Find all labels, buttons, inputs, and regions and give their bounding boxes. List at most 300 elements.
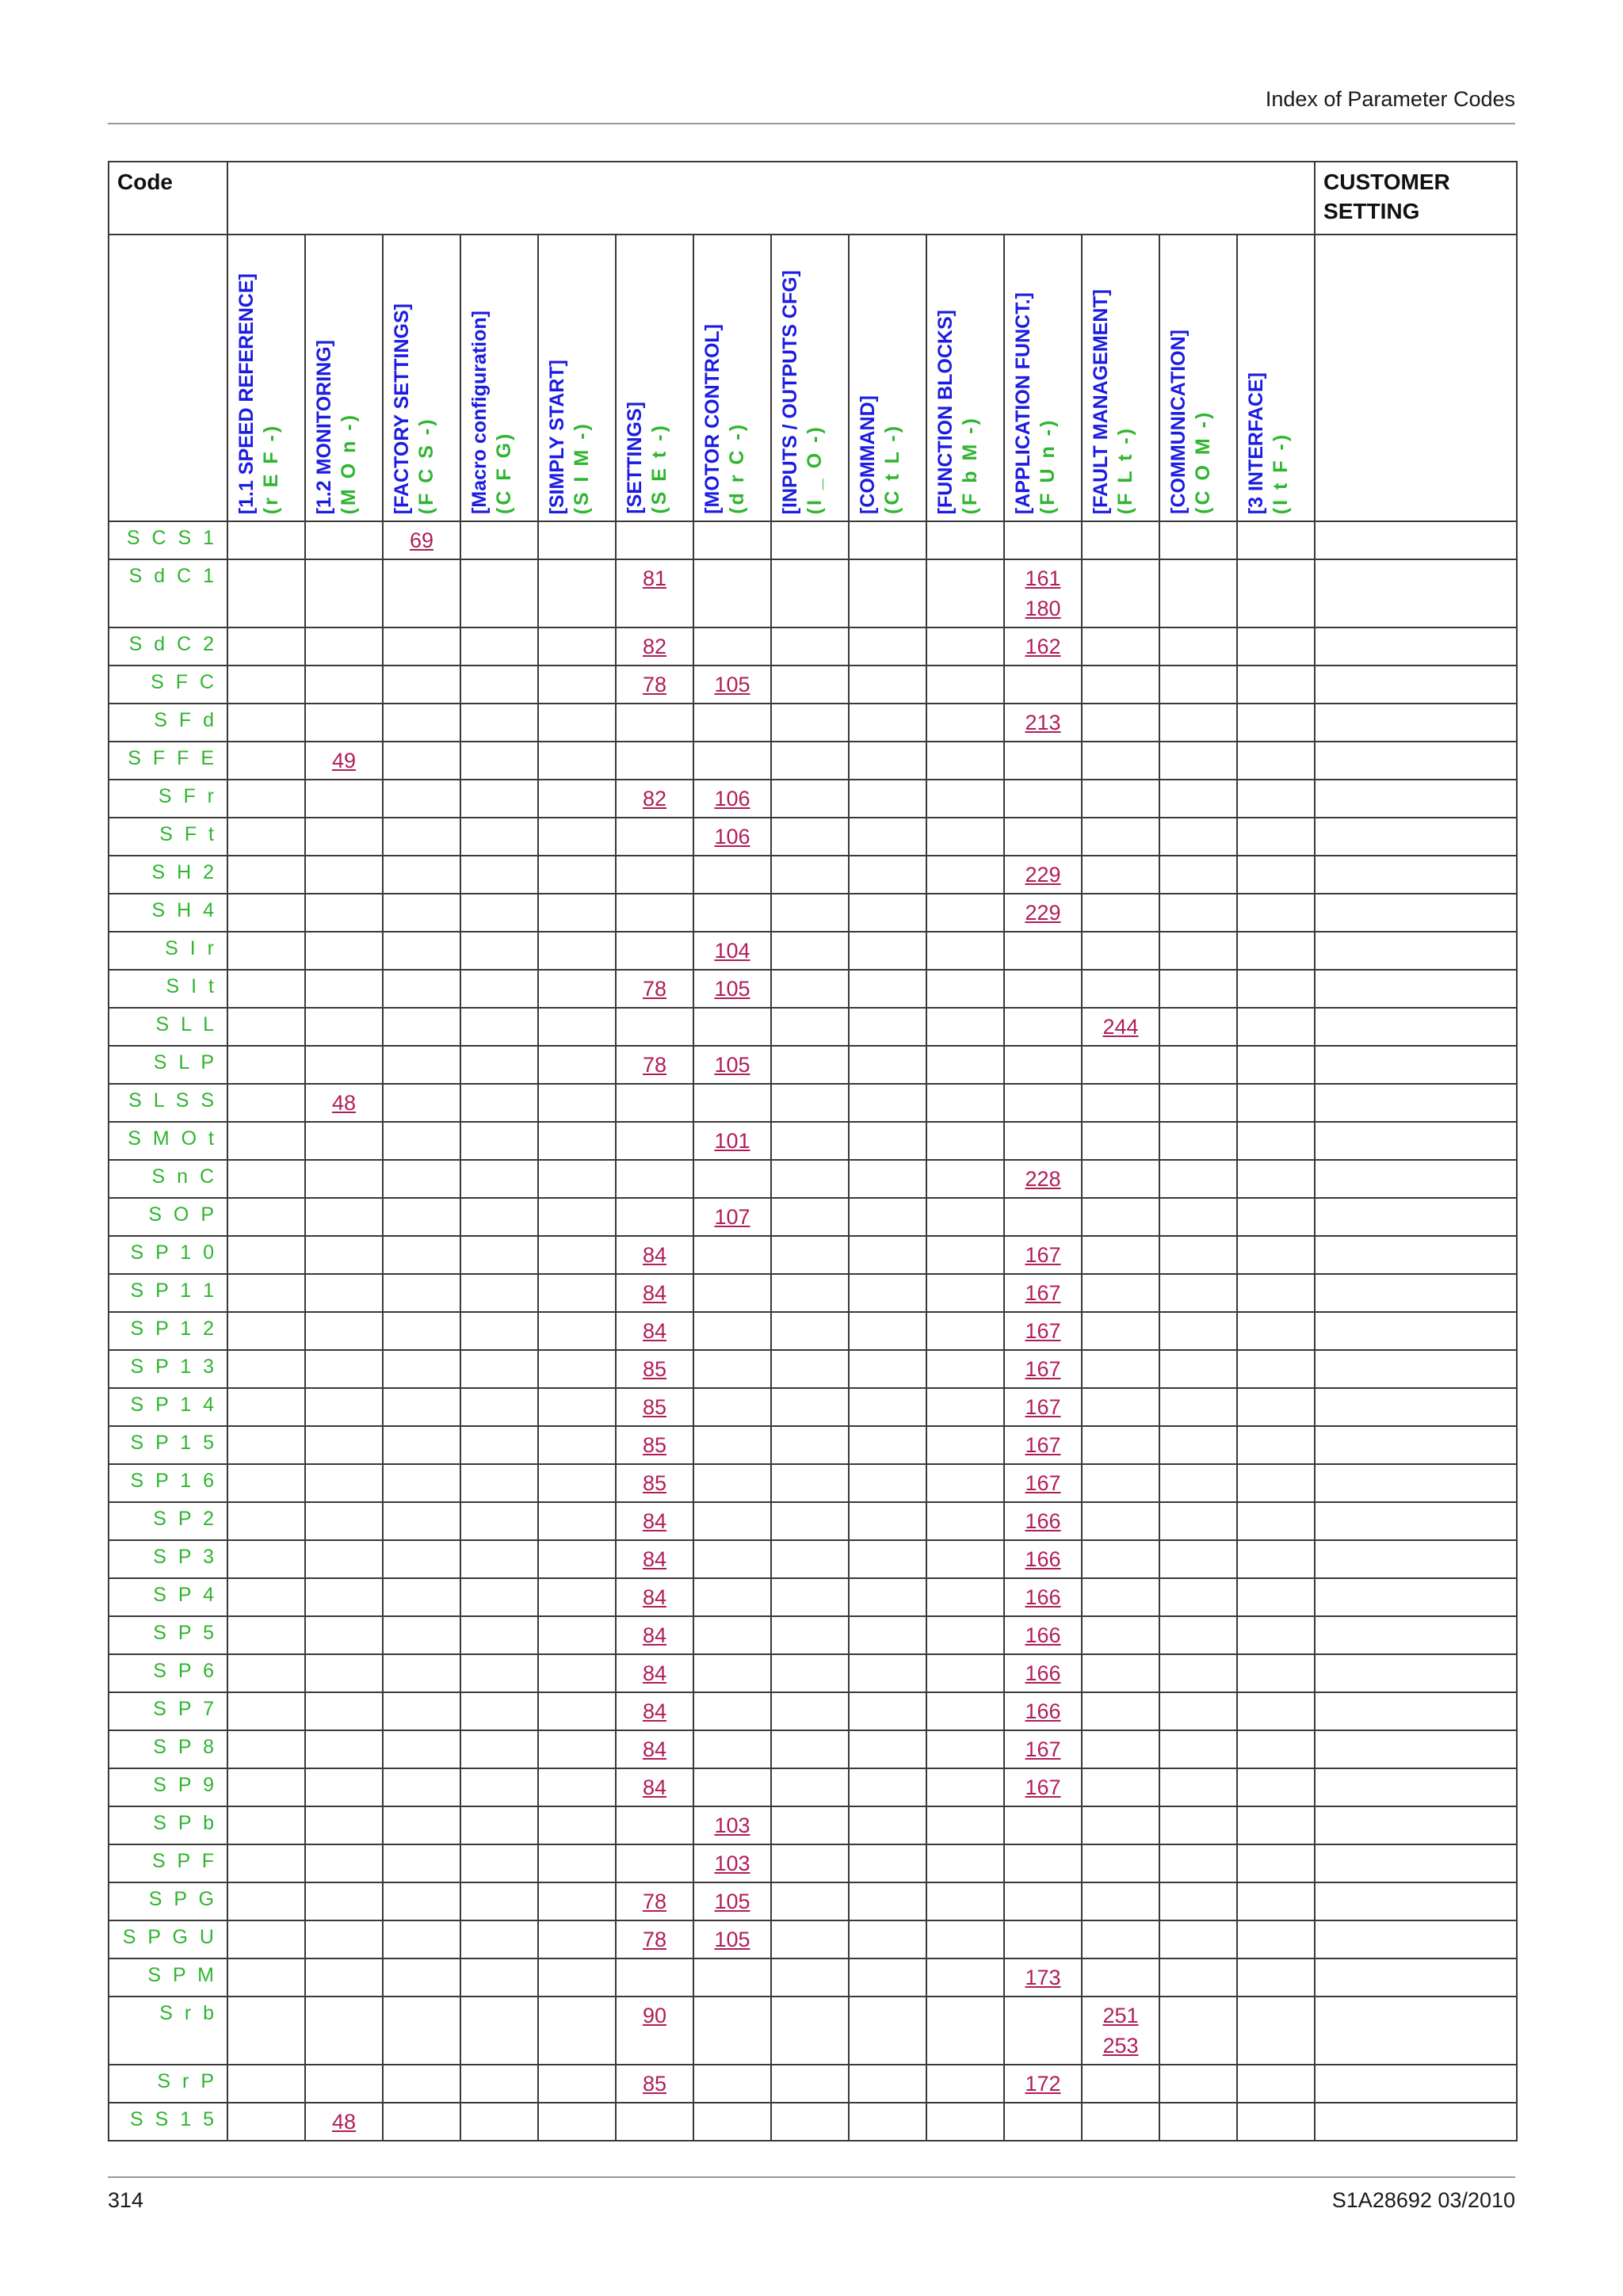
menu-column-header (926, 235, 1004, 521)
page-reference-link[interactable]: 84 (642, 1661, 667, 1685)
menu-cell (1004, 1122, 1082, 1160)
menu-column-label (1089, 289, 1138, 514)
page-reference-link[interactable]: 69 (409, 528, 434, 552)
menu-cell (616, 1654, 693, 1692)
menu-cell (693, 1654, 771, 1692)
menu-cell (1237, 1502, 1315, 1540)
menu-cell (305, 1046, 383, 1084)
page-reference-link[interactable]: 173 (1025, 1966, 1061, 1989)
menu-code: (S I M -) (571, 421, 593, 514)
menu-cell (538, 1616, 616, 1654)
menu-cell (849, 704, 926, 742)
menu-cell (1082, 1540, 1159, 1578)
menu-cell (1082, 666, 1159, 704)
page-reference-link[interactable]: 85 (642, 1395, 667, 1419)
menu-cell (1159, 1464, 1237, 1502)
parameter-code: S P 1 0 (109, 1236, 227, 1274)
page-reference-link[interactable]: 228 (1025, 1167, 1061, 1191)
menu-cell (771, 1502, 849, 1540)
menu-name: [COMMAND] (857, 395, 879, 514)
parameter-index-table (108, 161, 1518, 2142)
menu-header-row (109, 235, 1517, 521)
menu-cell (849, 1236, 926, 1274)
menu-cell (1082, 1388, 1159, 1426)
page-reference-link[interactable]: 167 (1025, 1243, 1061, 1267)
menu-cell (1159, 1616, 1237, 1654)
page-reference-link[interactable]: 166 (1025, 1547, 1061, 1571)
menu-cell (849, 742, 926, 780)
menu-cell (1082, 521, 1159, 559)
menu-cell (305, 704, 383, 742)
menu-column-label (1244, 372, 1293, 514)
menu-cell (771, 1540, 849, 1578)
page-reference-link[interactable]: 229 (1025, 901, 1061, 925)
menu-cell (771, 1388, 849, 1426)
parameter-code: S P 1 2 (109, 1312, 227, 1350)
menu-cell (616, 1540, 693, 1578)
menu-cell (693, 1806, 771, 1844)
menu-cell (616, 818, 693, 856)
menu-cell (1159, 1426, 1237, 1464)
menu-cell (460, 1578, 538, 1616)
page-reference-link[interactable]: 78 (642, 1928, 667, 1951)
page-reference-link[interactable]: 104 (714, 939, 750, 963)
menu-column-header (1082, 235, 1159, 521)
menu-cell (926, 1616, 1004, 1654)
page-reference-link[interactable]: 167 (1025, 1395, 1061, 1419)
table-row (109, 666, 1517, 704)
menu-cell (1237, 1464, 1315, 1502)
menu-cell (693, 1692, 771, 1730)
page-reference-link[interactable]: 107 (714, 1205, 750, 1229)
menu-cell (693, 780, 771, 818)
menu-cell (771, 1920, 849, 1958)
menu-cell (383, 1274, 460, 1312)
page-reference-link[interactable]: 167 (1025, 1357, 1061, 1381)
menu-cell (227, 1160, 305, 1198)
menu-cell (227, 1388, 305, 1426)
page-reference-link[interactable]: 84 (642, 1243, 667, 1267)
menu-cell (926, 559, 1004, 627)
menu-cell (538, 1008, 616, 1046)
header-rule (108, 123, 1515, 124)
page-reference-link[interactable]: 101 (714, 1129, 750, 1153)
menu-cell (771, 2065, 849, 2103)
menu-cell (616, 1806, 693, 1844)
menu-cell (616, 1122, 693, 1160)
menu-cell (1159, 894, 1237, 932)
menu-cell (926, 1540, 1004, 1578)
page-reference-link[interactable]: 180 (1025, 597, 1061, 620)
menu-cell (460, 1540, 538, 1578)
menu-cell (383, 1388, 460, 1426)
menu-name: [MOTOR CONTROL] (701, 324, 724, 514)
menu-cell (849, 1730, 926, 1768)
table-row (109, 742, 1517, 780)
menu-cell (460, 627, 538, 666)
menu-cell (693, 1426, 771, 1464)
page-reference-link[interactable]: 78 (642, 1053, 667, 1077)
page-reference-link[interactable]: 82 (642, 635, 667, 658)
page-reference-link[interactable]: 103 (714, 1814, 750, 1837)
menu-cell (771, 1236, 849, 1274)
menu-cell (460, 1198, 538, 1236)
table-row (109, 1388, 1517, 1426)
menu-cell (460, 1692, 538, 1730)
page-reference-link[interactable]: 167 (1025, 1319, 1061, 1343)
parameter-code: S H 2 (109, 856, 227, 894)
menu-cell (849, 1502, 926, 1540)
menu-cell (1082, 1616, 1159, 1654)
page-reference-link[interactable]: 84 (642, 1737, 667, 1761)
menu-cell (1004, 704, 1082, 742)
page-reference-link[interactable]: 90 (642, 2004, 667, 2027)
menu-cell (383, 1502, 460, 1540)
menu-cell (926, 1692, 1004, 1730)
customer-setting-cell (1315, 627, 1517, 666)
menu-cell (227, 559, 305, 627)
menu-column-header (771, 235, 849, 521)
menu-cell (227, 2103, 305, 2141)
menu-cell (693, 1844, 771, 1882)
menu-cell (305, 894, 383, 932)
page-reference-link[interactable]: 166 (1025, 1661, 1061, 1685)
menu-cell (1082, 704, 1159, 742)
menu-cell (616, 1844, 693, 1882)
page-reference-link[interactable]: 166 (1025, 1585, 1061, 1609)
menu-cell (771, 1122, 849, 1160)
menu-cell (1082, 627, 1159, 666)
customer-setting-cell (1315, 1578, 1517, 1616)
menu-cell (460, 1274, 538, 1312)
menu-cell (771, 1882, 849, 1920)
menu-cell (538, 1844, 616, 1882)
page-reference-link[interactable]: 85 (642, 1433, 667, 1457)
menu-column-header (460, 235, 538, 521)
menu-cell (227, 1882, 305, 1920)
customer-setting-cell (1315, 1882, 1517, 1920)
menu-cell (1082, 1997, 1159, 2065)
menu-cell (1004, 2103, 1082, 2141)
menu-cell (926, 1997, 1004, 2065)
menu-cell (1004, 1084, 1082, 1122)
menu-cell (383, 1312, 460, 1350)
page-reference-link[interactable]: 161 (1025, 566, 1061, 590)
menu-cell (538, 1920, 616, 1958)
page-reference-link[interactable]: 106 (714, 825, 750, 849)
menu-cell (771, 1654, 849, 1692)
menu-cell (1159, 1388, 1237, 1426)
table-row (109, 780, 1517, 818)
page-reference-link[interactable]: 229 (1025, 863, 1061, 887)
menu-cell (1004, 1920, 1082, 1958)
menu-cell (926, 1122, 1004, 1160)
menu-cell (1159, 627, 1237, 666)
menu-cell (227, 1084, 305, 1122)
menu-cell (693, 1730, 771, 1768)
menu-cell (1082, 1768, 1159, 1806)
menu-cell (305, 1502, 383, 1540)
menu-cell (1159, 818, 1237, 856)
menu-cell (227, 704, 305, 742)
page-reference-link[interactable]: 105 (714, 1928, 750, 1951)
menu-cell (1004, 1882, 1082, 1920)
page-reference-link[interactable]: 166 (1025, 1509, 1061, 1533)
page-reference-link[interactable]: 167 (1025, 1775, 1061, 1799)
menu-cell (538, 1654, 616, 1692)
menu-name: [FAULT MANAGEMENT] (1090, 288, 1112, 514)
menu-cell (305, 1730, 383, 1768)
menu-cell (1082, 1920, 1159, 1958)
menu-cell (849, 1768, 926, 1806)
page-reference-link[interactable]: 48 (331, 1091, 357, 1115)
page-reference-link[interactable]: 162 (1025, 635, 1061, 658)
parameter-code: S P 1 3 (109, 1350, 227, 1388)
page-reference-link[interactable]: 103 (714, 1852, 750, 1875)
parameter-code: S P 1 6 (109, 1464, 227, 1502)
menu-cell (771, 1350, 849, 1388)
menu-cell (305, 1654, 383, 1692)
parameter-code: S P b (109, 1806, 227, 1844)
page-number: 314 (108, 2188, 144, 2212)
menu-cell (616, 932, 693, 970)
menu-cell (460, 1122, 538, 1160)
menu-column-label (468, 311, 517, 514)
page-reference-link[interactable]: 82 (642, 787, 667, 810)
parameter-code: S P G (109, 1882, 227, 1920)
page-header-title: Index of Parameter Codes (1265, 87, 1515, 111)
menu-cell (1004, 2065, 1082, 2103)
page-reference-link[interactable]: 172 (1025, 2072, 1061, 2096)
page-reference-link[interactable]: 251 (1102, 2004, 1139, 2027)
page-reference-link[interactable]: 84 (642, 1585, 667, 1609)
menu-cell (1004, 1654, 1082, 1692)
menu-cell (1004, 1768, 1082, 1806)
menu-cell (227, 666, 305, 704)
page-reference-link[interactable]: 84 (642, 1509, 667, 1533)
menu-cell (693, 1274, 771, 1312)
menu-cell (383, 1350, 460, 1388)
customer-setting-cell (1315, 894, 1517, 932)
menu-code: (d r C -) (726, 422, 748, 514)
page-reference-link[interactable]: 78 (642, 1890, 667, 1913)
menu-cell (1159, 1312, 1237, 1350)
menu-column-header (693, 235, 771, 521)
menu-cell (538, 1958, 616, 1997)
menu-name: [FACTORY SETTINGS] (391, 303, 413, 514)
menu-cell (771, 780, 849, 818)
menu-cell (383, 2065, 460, 2103)
menu-cell (849, 1540, 926, 1578)
page-reference-link[interactable]: 167 (1025, 1433, 1061, 1457)
menu-cell (383, 780, 460, 818)
menu-cell (616, 1958, 693, 1997)
menu-cell (227, 1958, 305, 1997)
page-reference-link[interactable]: 84 (642, 1319, 667, 1343)
page-reference-link[interactable]: 244 (1102, 1015, 1139, 1039)
menu-cell (926, 1312, 1004, 1350)
menu-cell (1082, 932, 1159, 970)
menu-cell (460, 1997, 538, 2065)
menu-cell (849, 818, 926, 856)
page-reference-link[interactable]: 49 (331, 749, 357, 772)
menu-cell (1237, 1236, 1315, 1274)
parameter-code: S r P (109, 2065, 227, 2103)
menu-cell (460, 704, 538, 742)
page-reference-link[interactable]: 253 (1102, 2034, 1139, 2058)
menu-cell (227, 1806, 305, 1844)
page-reference-link[interactable]: 167 (1025, 1281, 1061, 1305)
page-reference-link[interactable]: 167 (1025, 1737, 1061, 1761)
menu-column-header (305, 235, 383, 521)
menu-cell (693, 1464, 771, 1502)
page-reference-link[interactable]: 105 (714, 977, 750, 1001)
menu-cell (383, 1958, 460, 1997)
menu-cell (1237, 1616, 1315, 1654)
table-row (109, 1540, 1517, 1578)
page-reference-link[interactable]: 85 (642, 1471, 667, 1495)
menu-cell (926, 1920, 1004, 1958)
customer-setting-cell (1315, 1312, 1517, 1350)
page-reference-link[interactable]: 84 (642, 1699, 667, 1723)
menu-cell (1004, 521, 1082, 559)
menu-cell (305, 1540, 383, 1578)
table-row (109, 1768, 1517, 1806)
menu-cell (1159, 1768, 1237, 1806)
menu-cell (1159, 1046, 1237, 1084)
menu-cell (227, 627, 305, 666)
menu-cell (305, 521, 383, 559)
page-reference-link[interactable]: 106 (714, 787, 750, 810)
menu-cell (693, 1160, 771, 1198)
menu-cell (227, 1426, 305, 1464)
menu-cell (538, 559, 616, 627)
parameter-code: S L P (109, 1046, 227, 1084)
menu-cell (305, 970, 383, 1008)
table-row (109, 704, 1517, 742)
page-reference-link[interactable]: 85 (642, 2072, 667, 2096)
menu-cell (616, 704, 693, 742)
page-reference-link[interactable]: 213 (1025, 711, 1061, 734)
menu-cell (693, 1122, 771, 1160)
index-body (109, 521, 1517, 2141)
menu-cell (460, 1008, 538, 1046)
menu-cell (538, 1806, 616, 1844)
menu-cell (538, 627, 616, 666)
customer-setting-cell (1315, 780, 1517, 818)
parameter-code: S P G U (109, 1920, 227, 1958)
menu-cell (1082, 1692, 1159, 1730)
customer-setting-cell (1315, 1844, 1517, 1882)
menu-cell (1082, 1502, 1159, 1540)
menu-code: (C O M -) (1192, 410, 1214, 514)
menu-cell (227, 1122, 305, 1160)
menu-cell (616, 1578, 693, 1616)
menu-cell (460, 894, 538, 932)
page-reference-link[interactable]: 105 (714, 1053, 750, 1077)
menu-cell (383, 1882, 460, 1920)
menu-cell (1159, 1160, 1237, 1198)
menu-cell (616, 1198, 693, 1236)
table-row (109, 1426, 1517, 1464)
menu-cell (849, 1997, 926, 2065)
page-reference-link[interactable]: 105 (714, 673, 750, 696)
menu-cell (771, 1997, 849, 2065)
menu-cell (693, 1388, 771, 1426)
menu-cell (1237, 2103, 1315, 2141)
menu-name: [APPLICATION FUNCT.] (1012, 292, 1034, 514)
menu-cell (849, 666, 926, 704)
menu-cell (383, 1768, 460, 1806)
menu-cell (693, 1540, 771, 1578)
customer-setting-cell (1315, 1236, 1517, 1274)
menu-cell (460, 1426, 538, 1464)
page-reference-link[interactable]: 84 (642, 1547, 667, 1571)
menu-cell (926, 1502, 1004, 1540)
menu-cell (538, 780, 616, 818)
menu-code: (F L t -) (1114, 425, 1136, 514)
menu-cell (849, 1122, 926, 1160)
table-row (109, 1654, 1517, 1692)
menu-cell (1004, 1350, 1082, 1388)
page-reference-link[interactable]: 85 (642, 1357, 667, 1381)
page-reference-link[interactable]: 166 (1025, 1623, 1061, 1647)
page-reference-link[interactable]: 81 (642, 566, 667, 590)
menu-cell (1237, 1806, 1315, 1844)
customer-setting-cell (1315, 1274, 1517, 1312)
table-row (109, 818, 1517, 856)
page-reference-link[interactable]: 78 (642, 977, 667, 1001)
customer-setting-cell (1315, 1692, 1517, 1730)
page-reference-link[interactable]: 84 (642, 1623, 667, 1647)
menu-cell (1237, 1730, 1315, 1768)
menu-cell (616, 1008, 693, 1046)
menu-cell (383, 559, 460, 627)
customer-setting-cell (1315, 1958, 1517, 1997)
page-reference-link[interactable]: 167 (1025, 1471, 1061, 1495)
menu-cell (227, 1730, 305, 1768)
page-reference-link[interactable]: 166 (1025, 1699, 1061, 1723)
menu-cell (538, 1997, 616, 2065)
menu-cell (460, 818, 538, 856)
menu-cell (305, 1236, 383, 1274)
table-row (109, 1730, 1517, 1768)
menu-cell (849, 1426, 926, 1464)
menu-cell (227, 1236, 305, 1274)
page-reference-link[interactable]: 48 (331, 2110, 357, 2134)
menu-cell (693, 1046, 771, 1084)
customer-setting-cell (1315, 666, 1517, 704)
menu-cell (305, 1920, 383, 1958)
menu-cell (926, 932, 1004, 970)
menu-column-label (312, 340, 361, 514)
parameter-code: S P 2 (109, 1502, 227, 1540)
menu-cell (538, 1160, 616, 1198)
page-reference-link[interactable]: 78 (642, 673, 667, 696)
parameter-code: S I r (109, 932, 227, 970)
menu-column-header (849, 235, 926, 521)
customer-setting-cell (1315, 1464, 1517, 1502)
page-reference-link[interactable]: 84 (642, 1775, 667, 1799)
page-reference-link[interactable]: 84 (642, 1281, 667, 1305)
menu-cell (1159, 1882, 1237, 1920)
menu-cell (1082, 1350, 1159, 1388)
menu-cell (926, 1730, 1004, 1768)
parameter-code: S P 7 (109, 1692, 227, 1730)
menu-cell (1159, 2103, 1237, 2141)
page-reference-link[interactable]: 105 (714, 1890, 750, 1913)
menu-cell (693, 1958, 771, 1997)
